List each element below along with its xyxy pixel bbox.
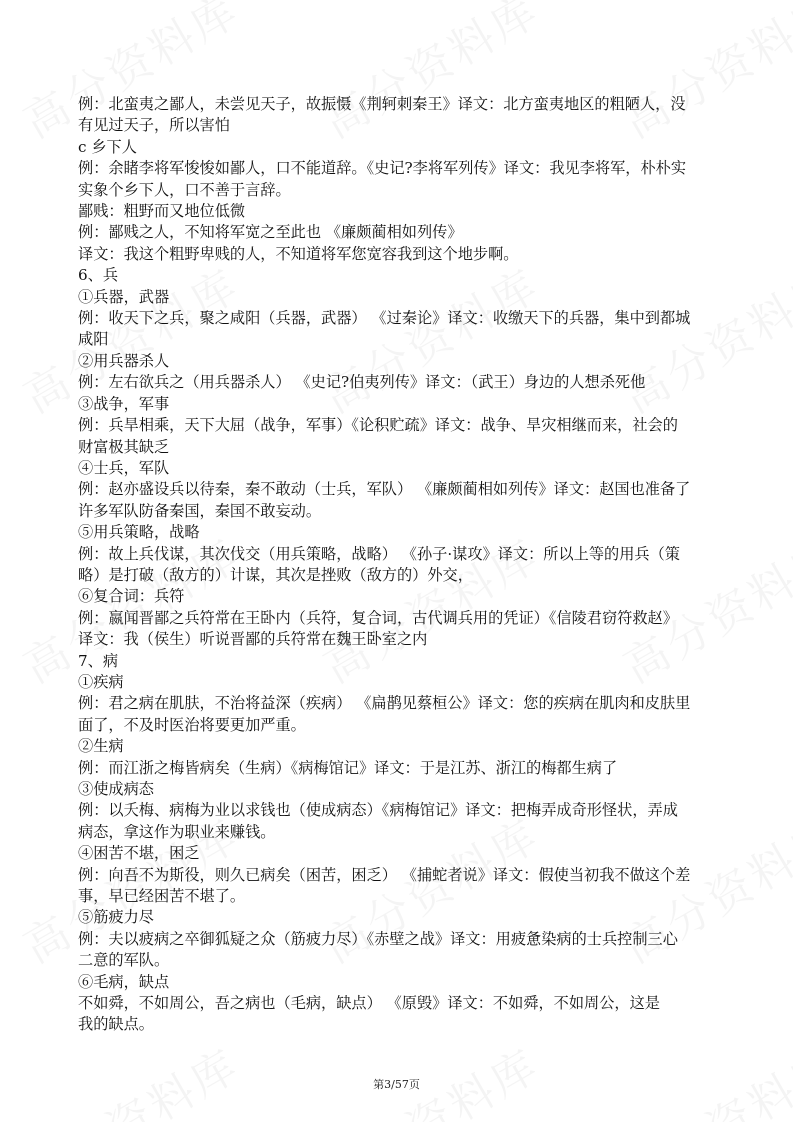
text-line: ⑥毛病，缺点 bbox=[78, 972, 170, 991]
text-line: 财富极其缺乏 bbox=[78, 437, 170, 456]
text-line: 面了，不及时医治将要更加严重。 bbox=[78, 715, 306, 734]
text-line: 例：而江浙之梅皆病矣（生病）《病梅馆记》译文：于是江苏、浙江的梅都生病了 bbox=[78, 758, 618, 777]
text-line: 二意的军队。 bbox=[78, 951, 170, 970]
text-line: 病态，拿这作为职业来赚钱。 bbox=[78, 822, 276, 841]
text-line: 译文：我这个粗野卑贱的人，不知道将军您宽容我到这个地步啊。 bbox=[78, 244, 519, 263]
text-line: ③使成病态 bbox=[78, 780, 154, 798]
text-line: 许多军队防备秦国，秦国不敢妄动。 bbox=[78, 501, 321, 520]
text-line: 例：夫以疲病之卒御狐疑之众（筋疲力尽）《赤壁之战》译文：用疲惫染病的士兵控制三心 bbox=[78, 929, 678, 948]
text-line: ⑤筋疲力尽 bbox=[78, 908, 154, 927]
text-line: ②用兵器杀人 bbox=[78, 351, 170, 370]
page-number: 第3/57页 bbox=[373, 1078, 420, 1091]
text-line: 有见过天子，所以害怕 bbox=[78, 116, 230, 135]
text-line: 译文：我（侯生）听说晋鄙的兵符常在魏王卧室之内 bbox=[78, 630, 428, 649]
text-line: 例：赵亦盛设兵以待秦，秦不敢动（士兵，军队） 《廉颇蔺相如列传》译文：赵国也准备了 bbox=[78, 480, 691, 499]
text-line: 例：以夭梅、病梅为业以求钱也（使成病态）《病梅馆记》译文：把梅弄成奇形怪状，弄成 bbox=[78, 801, 678, 820]
text-line: 不如舜，不如周公，吾之病也（毛病，缺点） 《原毁》译文：不如舜，不如周公，这是 bbox=[78, 994, 660, 1013]
text-line: 咸阳 bbox=[78, 330, 109, 349]
text-line: 例：余睹李将军悛悛如鄙人，口不能道辞。《史记?李将军列传》译文：我见李将军，朴朴实 bbox=[78, 159, 687, 178]
text-line: 例：北蛮夷之鄙人，未尝见天子，故振慑《荆轲刺秦王》译文：北方蛮夷地区的粗陋人，没 bbox=[78, 95, 686, 113]
text-line: 例：君之病在肌肤，不治将益深（疾病） 《扁鹊见蔡桓公》译文：您的疾病在肌肉和皮肤里 bbox=[78, 694, 691, 713]
text-line: ⑤用兵策略，战略 bbox=[78, 523, 200, 542]
text-line: ④困苦不堪，困乏 bbox=[78, 844, 200, 863]
text-line: c 乡下人 bbox=[78, 137, 137, 156]
text-line: 实象个乡下人，口不善于言辞。 bbox=[78, 180, 291, 199]
text-line: 鄙贱：粗野而又地位低微 bbox=[78, 202, 246, 221]
text-line: 例：故上兵伐谋，其次伐交（用兵策略，战略） 《孙子·谋攻》译文：所以上等的用兵（策 bbox=[78, 544, 680, 563]
text-line: 例：向吾不为斯役，则久已病矣（困苦，困乏） 《捕蛇者说》译文：假使当初我不做这个差 bbox=[78, 865, 691, 884]
text-line: 略）是打破（敌方的）计谋，其次是挫败（敌方的）外交， bbox=[78, 565, 473, 584]
text-line: 事，早已经困苦不堪了。 bbox=[78, 887, 246, 906]
document-body bbox=[78, 94, 728, 1036]
text-line: 例：嬴闻晋鄙之兵符常在王卧内（兵符，复合词，古代调兵用的凭证）《信陵君窃符救赵》 bbox=[78, 608, 678, 627]
text-line: ①兵器，武器 bbox=[78, 287, 170, 306]
text-line: 例：收天下之兵，聚之咸阳（兵器，武器） 《过秦论》译文：收缴天下的兵器，集中到都城 bbox=[78, 309, 691, 328]
text-line: ④士兵，军队 bbox=[78, 458, 170, 477]
text-line: ①疾病 bbox=[78, 672, 124, 691]
text-line: 7、病 bbox=[78, 651, 119, 670]
text-line: 我的缺点。 bbox=[78, 1015, 154, 1034]
text-line: ②生病 bbox=[78, 737, 124, 756]
text-line: 例：兵旱相乘，天下大屈（战争，军事）《论积贮疏》译文：战争、旱灾相继而来，社会的 bbox=[78, 416, 678, 435]
text-line: 例：左右欲兵之（用兵器杀人） 《史记?伯夷列传》译文：（武王）身边的人想杀死他 bbox=[78, 373, 646, 392]
text-line: ⑥复合词：兵符 bbox=[78, 587, 185, 606]
text-line: ③战争，军事 bbox=[78, 394, 170, 413]
text-line: 例：鄙贱之人，不知将军宽之至此也 《廉颇蔺相如列传》 bbox=[78, 223, 463, 242]
text-line: 6、兵 bbox=[78, 266, 119, 285]
